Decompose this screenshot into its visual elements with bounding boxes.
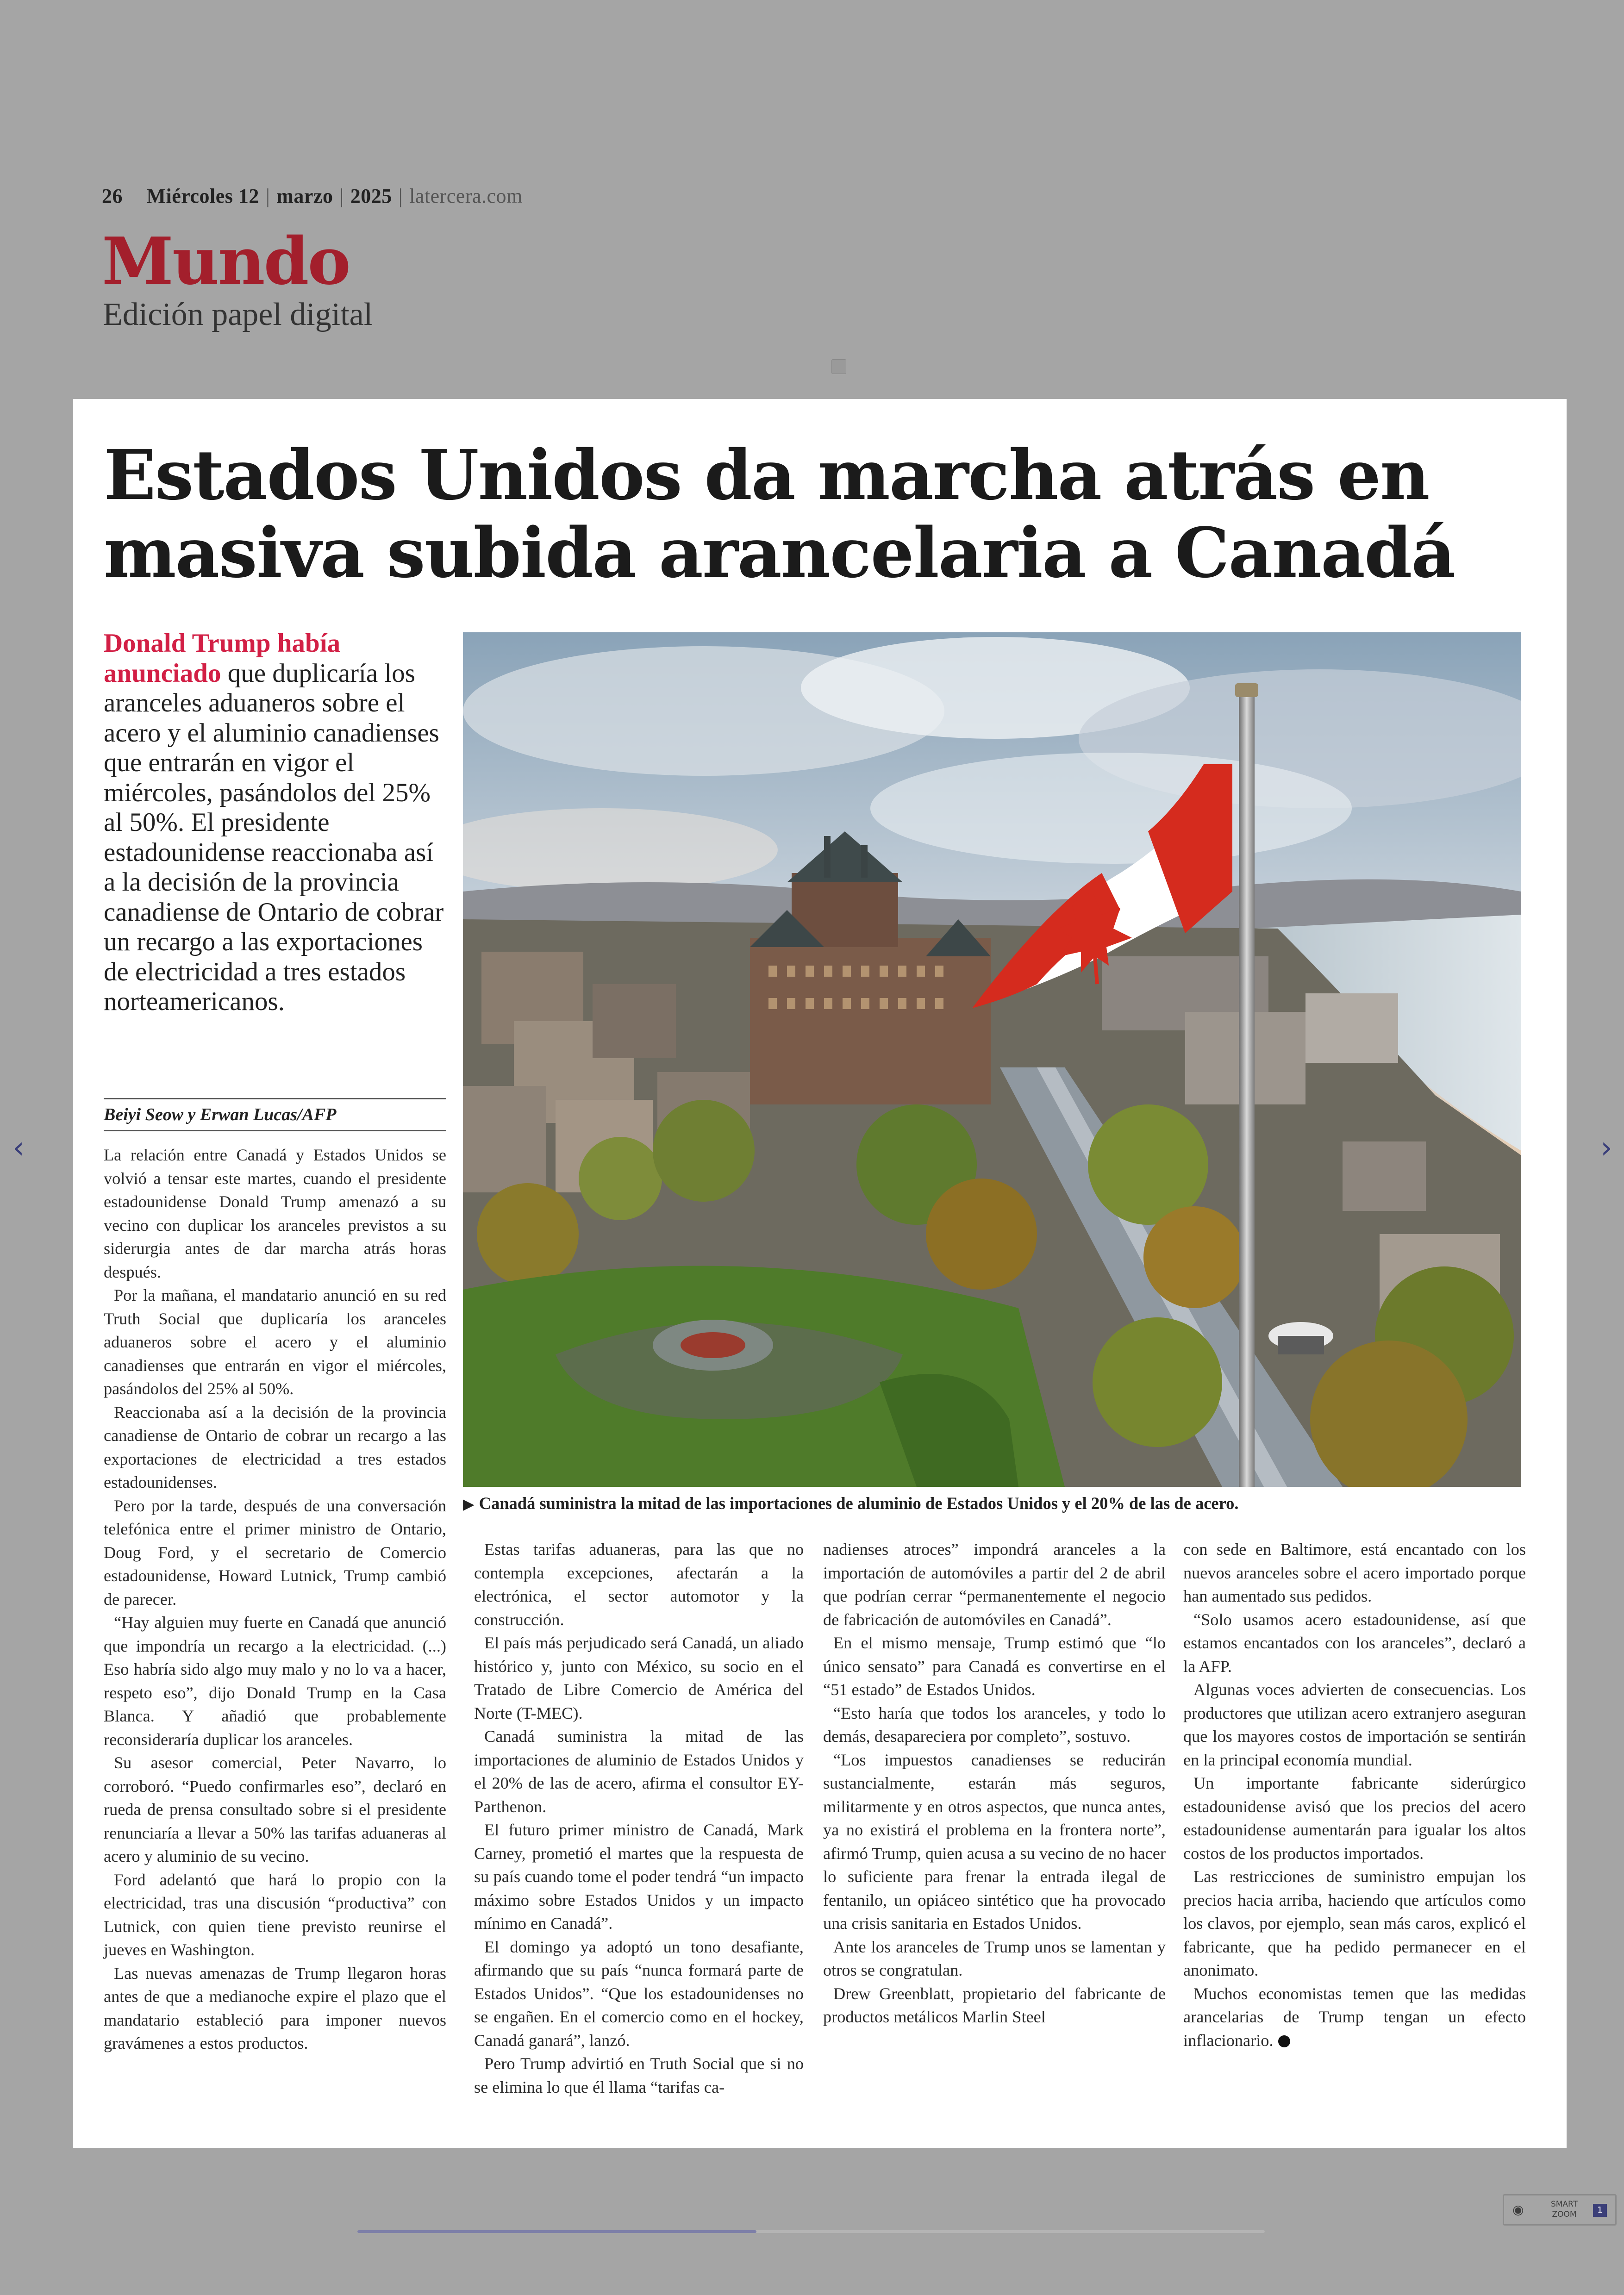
paragraph: El país más perjudicado será Canadá, un aliado histórico y, junto con México, su socio en el Tratado de Libre Comercio de América del Norte (T-MEC). [474, 1634, 804, 1722]
paragraph: “Solo usamos acero estadounidense, así que estamos encantados con los aranceles”, declaró a la AFP. [1183, 1610, 1526, 1676]
smart-zoom-button[interactable] [1503, 2194, 1617, 2226]
article-column-1 [104, 1143, 446, 2055]
paragraph: Las nuevas amenazas de Trump llegaron horas antes de que a medianoche expire el plazo que el mandatario estableció para imponer nuevos gravámenes a estos productos. [104, 1964, 446, 2052]
end-mark-icon [1278, 2035, 1290, 2047]
paragraph: El domingo ya adoptó un tono desafiante, afirmando que su país “nunca formará parte de Estados Unidos”. “Que los estadounidenses no se engañen. En el comercio como en el hockey, Canadá ganará”, lanzó. [474, 1937, 804, 2050]
page-header-meta [102, 184, 523, 208]
paragraph: Pero Trump advirtió en Truth Social que si no se elimina lo que él llama “tarifas ca- [474, 2054, 804, 2096]
paragraph: “Esto haría que todos los aranceles, y todo lo demás, desapareciera por completo”, sostuvo. [823, 1703, 1166, 1746]
paragraph: Pero por la tarde, después de una conversación telefónica entre el primer ministro de Ontario, Doug Ford, y el secretario de Comercio estadounidense, Howard Lutnick, Trump cambió de parecer. [104, 1496, 446, 1609]
smart-zoom-label-line2: ZOOM [1552, 2210, 1577, 2219]
caption-text: Canadá suministra la mitad de las importaciones de aluminio de Estados Unidos y el 20% de las de acero. [479, 1494, 1239, 1513]
issue-year: 2025 [350, 185, 392, 207]
paragraph: Drew Greenblatt, propietario del fabricante de productos metálicos Marlin Steel [823, 1984, 1166, 2026]
chevron-left-icon[interactable]: ‹ [12, 1131, 25, 1165]
paragraph: Algunas voces advierten de consecuencias. Los productores que utilizan acero extranjero aseguran que los mayores costos de importación se sentirán en la principal economía mundial. [1183, 1680, 1526, 1769]
reading-progress-bar[interactable] [357, 2230, 1265, 2233]
paragraph: Un importante fabricante siderúrgico estadounidense avisó que los precios del acero estadounidense aumentarán para igualar los altos costos de los productos importados. [1183, 1774, 1526, 1863]
smart-zoom-label-line1: SMART [1550, 2200, 1578, 2209]
paragraph-text: Muchos economistas temen que las medidas arancelarias de Trump tengan un efecto inflacionario. [1183, 1984, 1526, 2050]
paragraph: nadienses atroces” impondrá aranceles a la importación de automóviles a partir del 2 de abril que podrían cerrar “permanentemente el negocio de fabricación de automóviles en Canadá”. [823, 1540, 1166, 1629]
photo-caption [463, 1493, 1521, 1513]
article-column-4 [1183, 1538, 1526, 2052]
section-subtitle: Edición papel digital [103, 297, 373, 332]
paragraph [1183, 1982, 1526, 2052]
separator: | [339, 185, 344, 207]
paragraph: Las restricciones de suministro empujan los precios hacia arriba, haciendo que artículos como los clavos, por ejemplo, sean más caros, explicó el fabricante, que ha pedido permanecer en el anonimato. [1183, 1867, 1526, 1979]
lead-text: que duplicaría los aranceles aduaneros sobre el acero y el aluminio canadienses que entrarán en vigor el miércoles, pasándolos del 25% al 50%. El presidente estadounidense reaccionaba así a la decisión de la provincia canadiense de Ontario de cobrar un recargo a las exportaciones de electricidad a tres estados norteamericanos. [104, 658, 444, 1016]
paragraph: “Hay alguien muy fuerte en Canadá que anunció que impondría un recargo a la electricidad. (...) Eso habría sido algo muy malo y no lo va a hacer, respeto eso”, dijo Donald Trump en la Casa Blanca. Y añadió que probablemente reconsideraría duplicar los aranceles. [104, 1613, 446, 1749]
site-name: latercera.com [409, 185, 523, 207]
article-page [73, 399, 1567, 2148]
page-count-badge: 1 [1593, 2204, 1607, 2217]
paragraph: El futuro primer ministro de Canadá, Mark Carney, prometió el martes que la respuesta de su país cuando tome el poder tendrá “un impacto máximo sobre Estados Unidos y un impacto mínimo en Canadá”. [474, 1821, 804, 1933]
separator: | [265, 185, 270, 207]
paragraph: La relación entre Canadá y Estados Unidos se volvió a tensar este martes, cuando el presidente estadounidense Donald Trump amenazó a su vecino con duplicar los aranceles previstos a su siderurgia antes de dar marcha atrás horas después. [104, 1146, 446, 1281]
article-column-2 [474, 1538, 804, 2099]
lead-highlight: Donald Trump había anunciado [104, 629, 341, 688]
chevron-right-icon[interactable]: › [1600, 1131, 1612, 1165]
eye-icon: ◉ [1512, 2202, 1524, 2217]
paragraph: Ford adelantó que hará lo propio con la electricidad, tras una discusión “productiva” con Lutnick, con quien tiene previsto reunirse el jueves en Washington. [104, 1870, 446, 1959]
paragraph: En el mismo mensaje, Trump estimó que “lo único sensato” para Canadá es convertirse en el “51 estado” de Estados Unidos. [823, 1634, 1166, 1699]
drag-handle-icon[interactable] [831, 359, 846, 374]
page-number: 26 [102, 185, 123, 207]
paragraph: Ante los aranceles de Trump unos se lamentan y otros se congratulan. [823, 1937, 1166, 1979]
article-photo [463, 632, 1521, 1487]
paragraph: con sede en Baltimore, está encantado con los nuevos aranceles sobre el acero importado porque han aumentado sus pedidos. [1183, 1540, 1526, 1605]
article-headline: Estados Unidos da marcha atrás en masiva subida arancelaria a Canadá [104, 435, 1455, 593]
issue-month: marzo [276, 185, 333, 207]
separator: | [398, 185, 403, 207]
article-column-3 [823, 1538, 1166, 2029]
smart-zoom-label [1537, 2199, 1592, 2220]
quebec-city-canada-flag-image [463, 632, 1521, 1487]
section-title: Mundo [102, 224, 350, 299]
article-byline: Beiyi Seow y Erwan Lucas/AFP [104, 1098, 446, 1131]
paragraph: Por la mañana, el mandatario anunció en su red Truth Social que duplicaría los aranceles aduaneros sobre el acero y el aluminio canadienses que entrarán en vigor el miércoles, pasándolos del 25% al 50%. [104, 1286, 446, 1398]
article-lead [104, 629, 446, 1017]
paragraph: Estas tarifas aduaneras, para las que no contempla excepciones, afectarán a la electrónica, el sector automotor y la construcción. [474, 1540, 804, 1629]
paragraph: Su asesor comercial, Peter Navarro, lo corroboró. “Puedo confirmarles eso”, declaró en rueda de prensa consultado sobre si el presidente renunciaría a llevar a 50% las tarifas aduaneras al acero y aluminio de su vecino. [104, 1753, 446, 1865]
paragraph: “Los impuestos canadienses se reducirán sustancialmente, estarán más seguros, militarmente y en otros aspectos, que nunca antes, ya no existirá el problema en la frontera norte”, afirmó Trump, quien acusa a su vecino de no hacer lo suficiente para frenar la entrada ilegal de fentanilo, un opiáceo sintético que ha provocado una crisis sanitaria en Estados Unidos. [823, 1750, 1166, 1933]
reading-progress-fill [357, 2230, 756, 2233]
issue-day: Miércoles 12 [146, 185, 259, 207]
paragraph: Reaccionaba así a la decisión de la provincia canadiense de Ontario de cobrar un recargo a las exportaciones de electricidad a tres estados estadounidenses. [104, 1403, 446, 1491]
paragraph: Canadá suministra la mitad de las importaciones de aluminio de Estados Unidos y el 20% de las de acero, afirma el consultor EY-Parthenon. [474, 1727, 804, 1816]
caption-arrow-icon: ▶ [463, 1495, 475, 1513]
